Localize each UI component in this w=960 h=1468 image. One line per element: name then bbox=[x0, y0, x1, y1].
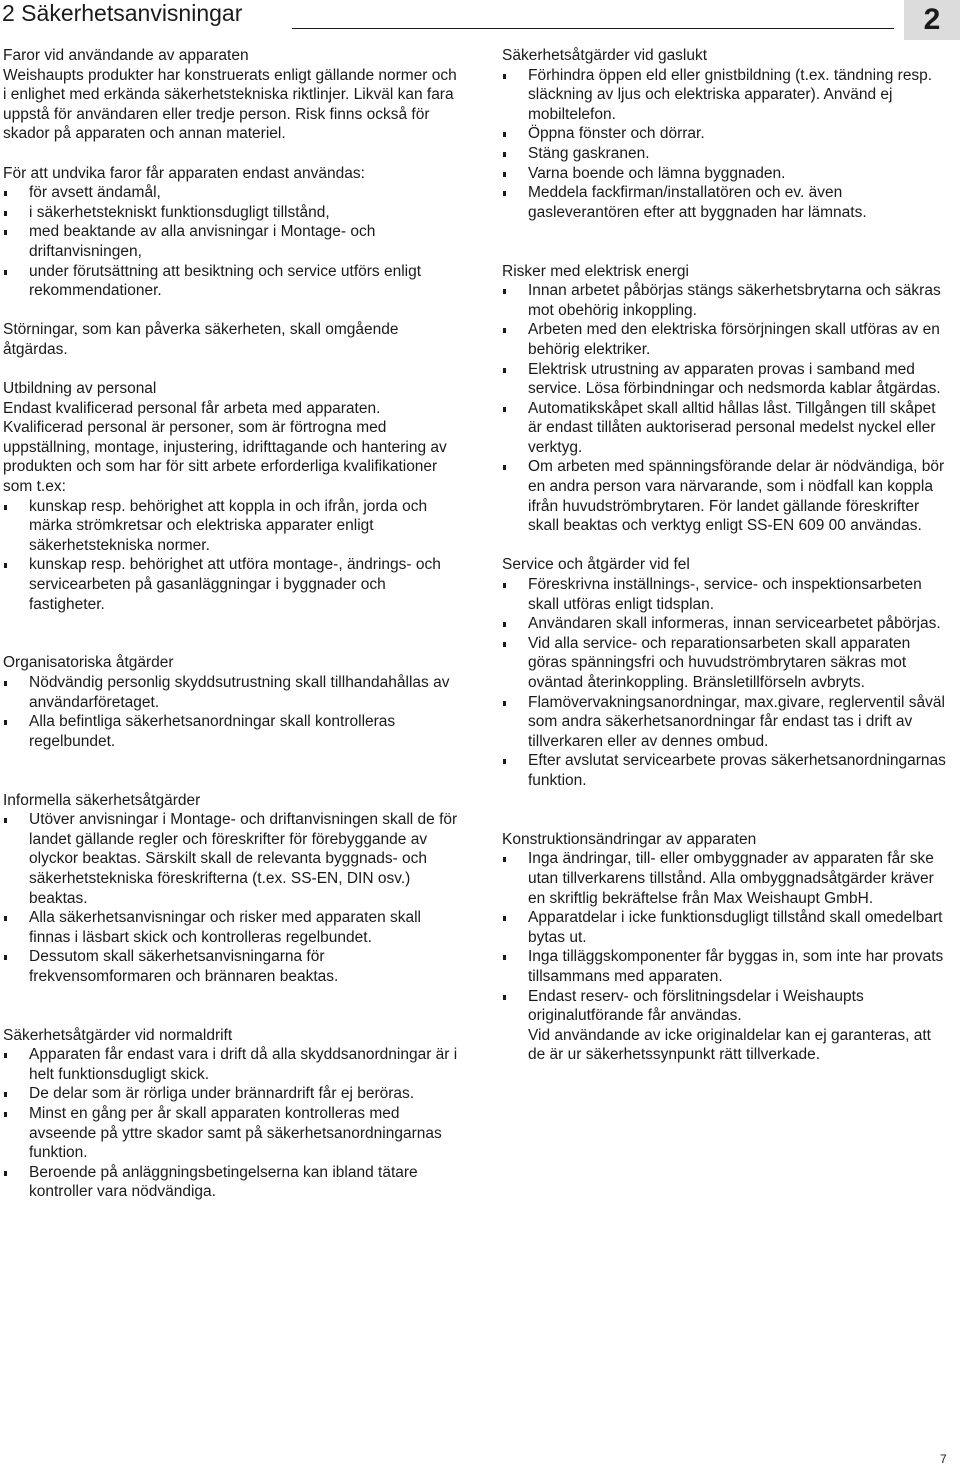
list-item: Förhindra öppen eld eller gnistbildning (t.ex. tändning resp. släckning av ljus och elektriska apparater). Använd ej mobiltelefon. bbox=[502, 66, 952, 125]
list-item: Elektrisk utrustning av apparaten provas i samband med service. Lösa förbindningar och nedsmorda kablar åtgärdas. bbox=[502, 360, 952, 399]
list-item: Utöver anvisningar i Montage- och driftanvisningen skall de för landet gällande regler och föreskrifter för förebyggande av olyckor beaktas. Särskilt skall de relevanta byggnads- och säkerhetstekniska föreskrifterna (t.ex. SS-EN, DIN osv.) beaktas. bbox=[3, 810, 463, 908]
section-informal bbox=[3, 791, 463, 987]
list-item: Meddela fackfirman/installatören och ev. även gasleverantören efter att byggnaden har lämnats. bbox=[502, 183, 952, 222]
chapter-title: 2 Säkerhetsanvisningar bbox=[2, 0, 243, 26]
left-column bbox=[3, 46, 463, 1202]
list-item: Flamövervakningsanordningar, max.givare, reglerventil såväl som andra säkerhetsanordningar får endast tas i drift av tillverkaren eller av dennes ombud. bbox=[502, 693, 952, 752]
section-electrical bbox=[502, 262, 952, 536]
disturbances-paragraph: Störningar, som kan påverka säkerheten, skall omgående åtgärdas. bbox=[3, 321, 399, 358]
list-item: Varna boende och lämna byggnaden. bbox=[502, 164, 952, 184]
list-item: Öppna fönster och dörrar. bbox=[502, 124, 952, 144]
training-paragraph-2: Kvalificerad personal är personer, som är förtrogna med uppställning, montage, injustering, idrifttagande och hantering av produkten och som har för sitt arbete erforderliga kvalifikationer som t.ex: bbox=[3, 419, 447, 496]
list-item: Apparatdelar i icke funktionsdugligt tillstånd skall omedelbart bytas ut. bbox=[502, 908, 952, 947]
section-heading-service: Service och åtgärder vid fel bbox=[502, 556, 690, 574]
section-intended-use bbox=[3, 164, 463, 301]
list-item: Endast reserv- och förslitningsdelar i Weishaupts originalutförande får användas. bbox=[502, 987, 952, 1026]
list-item: Apparaten får endast vara i drift då alla skyddsanordningar är i helt funktionsdugligt skick. bbox=[3, 1045, 463, 1084]
page-number: 7 bbox=[940, 1452, 947, 1466]
training-paragraph-1: Endast kvalificerad personal får arbeta med apparaten. bbox=[3, 399, 381, 417]
gas-smell-list bbox=[502, 66, 952, 223]
list-item: i säkerhetstekniskt funktionsdugligt tillstånd, bbox=[3, 203, 463, 223]
list-item: med beaktande av alla anvisningar i Montage- och driftanvisningen, bbox=[3, 222, 463, 261]
section-heading-hazards: Faror vid användande av apparaten bbox=[3, 47, 249, 64]
section-heading-informal: Informella säkerhetsåtgärder bbox=[3, 791, 201, 809]
list-item: kunskap resp. behörighet att koppla in och ifrån, jorda och märka strömkretsar och elektriska apparater enligt säkerhetstekniska normer. bbox=[3, 497, 463, 556]
list-item: Inga tilläggskomponenter får byggas in, som inte har provats tillsammans med apparaten. bbox=[502, 947, 952, 986]
page-header bbox=[0, 0, 960, 40]
modifications-list bbox=[502, 849, 952, 1025]
list-item: Användaren skall informeras, innan servicearbetet påbörjas. bbox=[502, 614, 952, 634]
electrical-list bbox=[502, 281, 952, 536]
right-column bbox=[502, 46, 952, 1065]
list-item: för avsett ändamål, bbox=[3, 183, 463, 203]
list-item: Föreskrivna inställnings-, service- och inspektionsarbeten skall utföras enligt tidsplan. bbox=[502, 575, 952, 614]
list-item: Inga ändringar, till- eller ombyggnader av apparaten får ske utan tillverkarens tillstånd. Alla ombyggnadsåtgärder kräver en skriftlig bekräftelse från Max Weishaupt GmbH. bbox=[502, 849, 952, 908]
chapter-number-tab: 2 bbox=[904, 0, 960, 40]
section-heading-organisational: Organisatoriska åtgärder bbox=[3, 654, 174, 672]
list-item: under förutsättning att besiktning och service utförs enligt rekommendationer. bbox=[3, 262, 463, 301]
list-item: Minst en gång per år skall apparaten kontrolleras med avseende på yttre skador samt på säkerhetsanordningarnas funktion. bbox=[3, 1104, 463, 1163]
section-organisational bbox=[3, 653, 463, 751]
section-heading-modifications: Konstruktionsändringar av apparaten bbox=[502, 830, 757, 848]
section-heading-electrical: Risker med elektrisk energi bbox=[502, 262, 689, 280]
section-service bbox=[502, 555, 952, 790]
section-gas-smell bbox=[502, 46, 952, 222]
section-normal-operation bbox=[3, 1026, 463, 1202]
normal-operation-list bbox=[3, 1045, 463, 1202]
section-hazards bbox=[3, 46, 463, 144]
list-item: Nödvändig personlig skyddsutrustning skall tillhandahållas av användarföretaget. bbox=[3, 673, 463, 712]
list-item: Stäng gaskranen. bbox=[502, 144, 952, 164]
list-item: Dessutom skall säkerhetsanvisningarna för frekvensomformaren och brännaren beaktas. bbox=[3, 947, 463, 986]
organisational-list bbox=[3, 673, 463, 751]
section-training bbox=[3, 379, 463, 614]
section-heading-training: Utbildning av personal bbox=[3, 380, 157, 398]
intended-use-list bbox=[3, 183, 463, 301]
informal-list bbox=[3, 810, 463, 986]
training-list bbox=[3, 497, 463, 615]
list-item: Innan arbetet påbörjas stängs säkerhetsbrytarna och säkras mot obehörig inkoppling. bbox=[502, 281, 952, 320]
intended-use-lead: För att undvika faror får apparaten endast användas: bbox=[3, 164, 365, 182]
header-rule bbox=[292, 28, 894, 29]
section-heading-gas-smell: Säkerhetsåtgärder vid gaslukt bbox=[502, 47, 708, 64]
list-item: Beroende på anläggningsbetingelserna kan ibland tätare kontroller vara nödvändiga. bbox=[3, 1163, 463, 1202]
modifications-note: Vid användande av icke originaldelar kan ej garanteras, att de är ur säkerhetssynpunkt rätt tillverkade. bbox=[528, 1026, 931, 1064]
list-item: Efter avslutat servicearbete provas säkerhetsanordningarnas funktion. bbox=[502, 751, 952, 790]
list-item: kunskap resp. behörighet att utföra montage-, ändrings- och servicearbeten på gasanläggningar i byggnader och fastigheter. bbox=[3, 555, 463, 614]
section-modifications bbox=[502, 830, 952, 1065]
service-list bbox=[502, 575, 952, 791]
list-item: Alla befintliga säkerhetsanordningar skall kontrolleras regelbundet. bbox=[3, 712, 463, 751]
list-item: Vid alla service- och reparationsarbeten skall apparaten göras spänningsfri och huvudströmbrytaren säkras mot oväntad återinkoppling. Bränsletillförseln avbryts. bbox=[502, 634, 952, 693]
section-heading-normal-operation: Säkerhetsåtgärder vid normaldrift bbox=[3, 1026, 233, 1044]
list-item: Om arbeten med spänningsförande delar är nödvändiga, bör en andra person vara närvarande, som i nödfall kan koppla ifrån huvudströmbrytaren. För landet gällande föreskrifter skall beaktas och verktyg enligt SS-EN 609 00 användas. bbox=[502, 457, 952, 535]
list-item: Arbeten med den elektriska försörjningen skall utföras av en behörig elektriker. bbox=[502, 320, 952, 359]
list-item: Automatikskåpet skall alltid hållas låst. Tillgången till skåpet är endast tillåten auktoriserad personal medelst nyckel eller verktyg. bbox=[502, 399, 952, 458]
list-item: De delar som är rörliga under brännardrift får ej beröras. bbox=[3, 1084, 463, 1104]
hazards-paragraph: Weishaupts produkter har konstruerats enligt gällande normer och i enlighet med erkända säkerhetstekniska riktlinjer. Likväl kan fara uppstå för användaren eller tredje person. Risk finns också för skador på apparaten och annan materiel. bbox=[3, 66, 457, 143]
list-item: Alla säkerhetsanvisningar och risker med apparaten skall finnas i läsbart skick och kontrolleras regelbundet. bbox=[3, 908, 463, 947]
